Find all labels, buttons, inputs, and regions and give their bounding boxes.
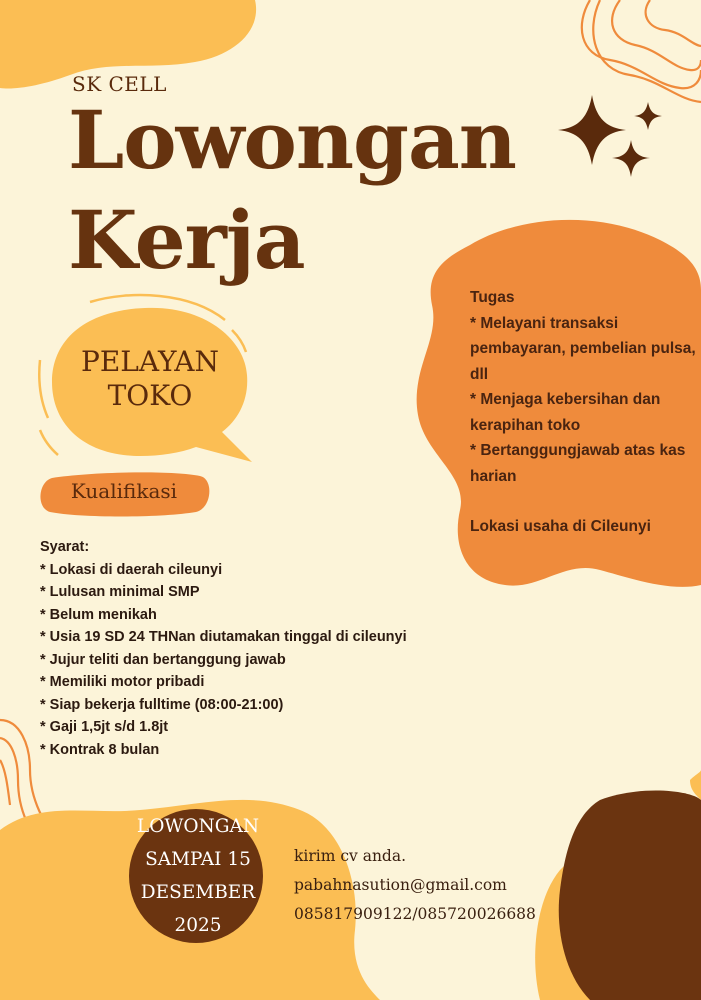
list-item: * Jujur teliti dan bertanggung jawab — [40, 651, 286, 668]
list-item: * Lokasi di daerah cileunyi — [40, 561, 223, 578]
work-location: Lokasi usaha di Cileunyi — [470, 518, 651, 535]
contact-intro: kirim cv anda. — [294, 847, 407, 865]
list-item: * Usia 19 SD 24 THNan diutamakan tinggal di cileunyi — [40, 629, 407, 645]
qualification-label: Kualifikasi — [70, 479, 178, 503]
deadline-line-3: DESEMBER — [140, 882, 256, 903]
list-item: * Gaji 1,5jt s/d 1.8jt — [40, 719, 169, 735]
title-line-2: Kerja — [68, 193, 305, 287]
deadline-text — [128, 810, 268, 942]
position-line-1: PELAYAN — [81, 345, 219, 378]
requirements-heading: Syarat: — [40, 539, 90, 555]
title-line-1: Lowongan — [68, 93, 516, 187]
position-line-2: TOKO — [107, 379, 193, 412]
list-item: * Kontrak 8 bulan — [40, 741, 160, 758]
deadline-line-1: LOWONGAN — [136, 816, 260, 837]
list-item: * Menjaga kebersihan dan kerapihan toko — [470, 391, 661, 434]
contact-email: pabahnasution@gmail.com — [294, 876, 507, 894]
list-item: * Memiliki motor pribadi — [40, 674, 205, 690]
contact-phones: 085817909122/085720026688 — [294, 905, 536, 923]
deadline-line-4: 2025 — [174, 915, 222, 936]
requirements-list — [40, 536, 410, 761]
list-item: * Melayani transaksi pembayaran, pembelian pulsa, dll — [470, 314, 696, 383]
sparkle-icon — [634, 102, 662, 130]
brand-name: SK CELL — [72, 72, 167, 96]
deadline-line-2: SAMPAI 15 — [145, 849, 251, 870]
sparkle-icon — [558, 95, 626, 165]
contact-info — [294, 842, 584, 929]
list-item: * Siap bekerja fulltime (08:00-21:00) — [40, 696, 284, 713]
duties-heading: Tugas — [470, 289, 515, 306]
position-title — [60, 345, 240, 413]
list-item: * Lulusan minimal SMP — [40, 584, 200, 600]
sparkle-icon — [612, 140, 650, 177]
swirl-lines-top-right — [582, 0, 701, 102]
list-item: * Bertanggungjawab atas kas harian — [470, 442, 686, 485]
duties-list — [470, 285, 698, 540]
list-item: * Belum menikah — [40, 606, 157, 623]
